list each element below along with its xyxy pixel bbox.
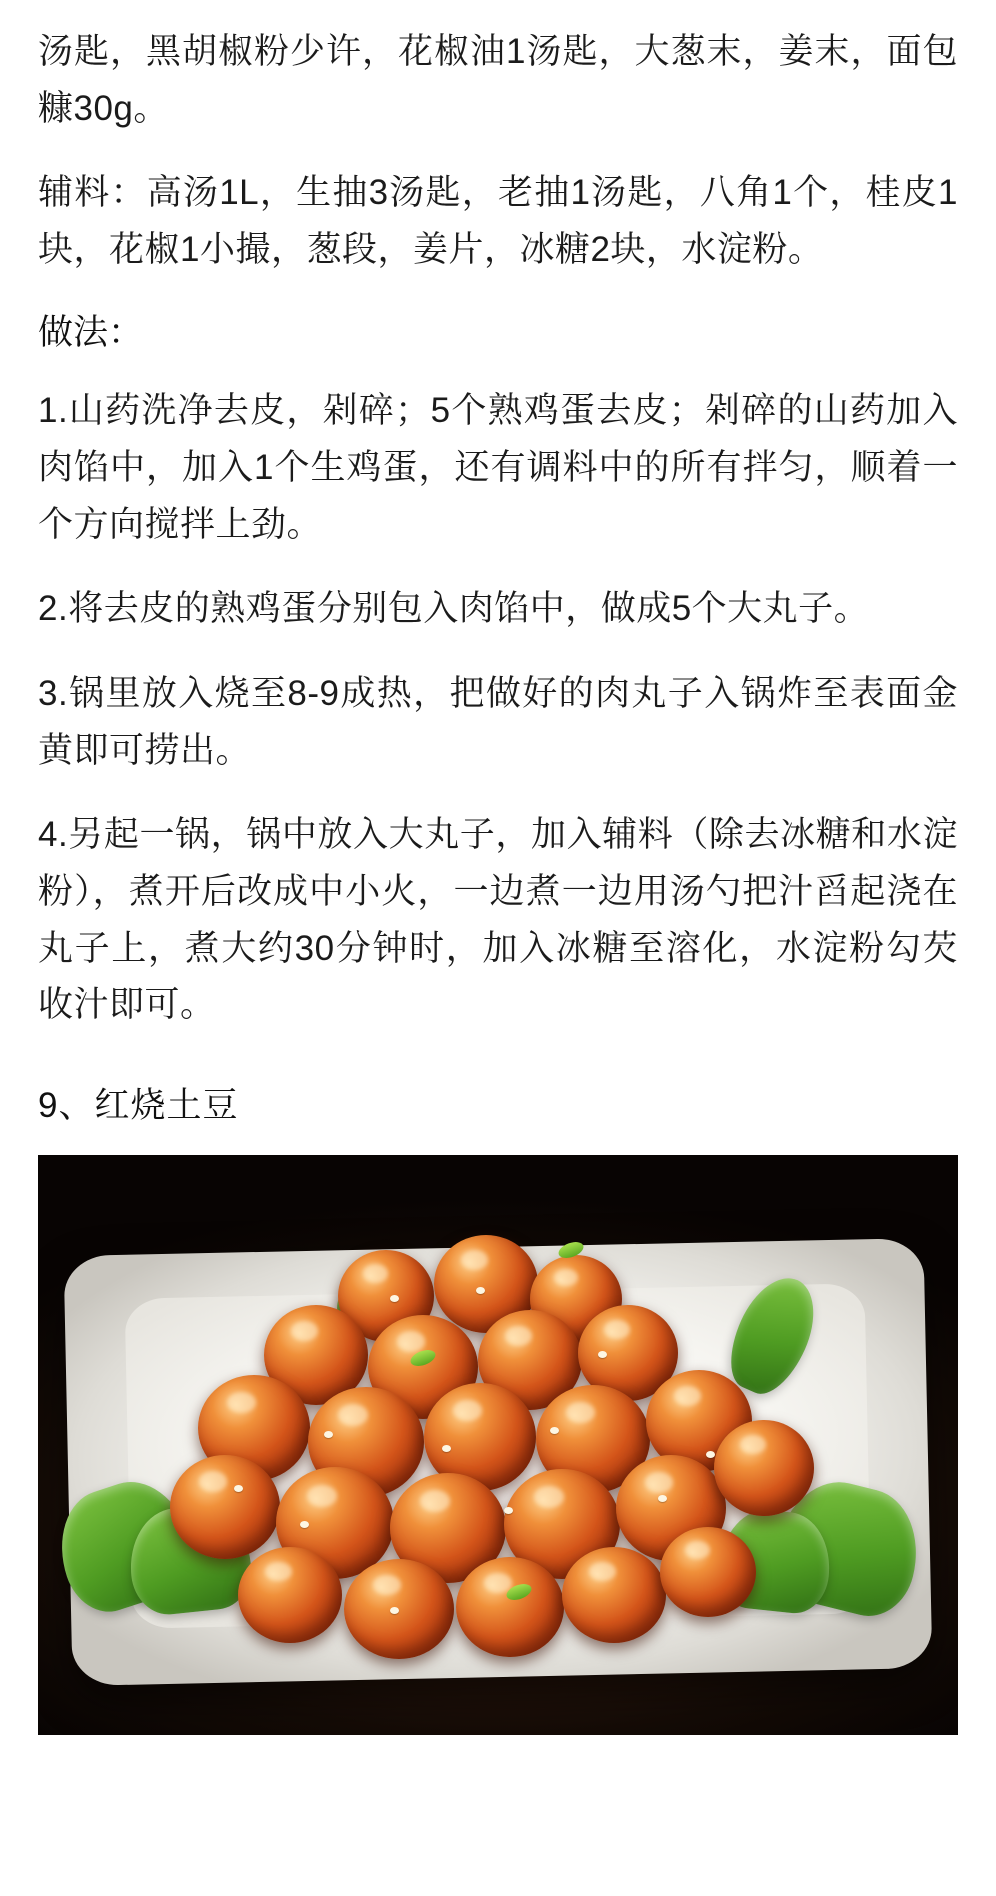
next-section-title: 9、红烧土豆 — [38, 1086, 239, 1126]
sesame-seed — [390, 1295, 399, 1302]
sesame-seed — [442, 1445, 451, 1452]
method-step-2: 2.将去皮的熟鸡蛋分别包入肉馅中，做成5个大丸子。 — [38, 589, 870, 629]
potato-ball — [238, 1547, 342, 1643]
sesame-seed — [300, 1521, 309, 1528]
sesame-seed — [550, 1427, 559, 1434]
sesame-seed — [658, 1495, 667, 1502]
method-step-3: 3.锅里放入烧至8-9成热，把做好的肉丸子入锅炸至表面金黄即可捞出。 — [38, 674, 958, 770]
sesame-seed — [234, 1485, 243, 1492]
potato-ball — [562, 1547, 666, 1643]
potato-ball — [714, 1420, 814, 1516]
sesame-seed — [476, 1287, 485, 1294]
potato-ball — [660, 1527, 756, 1617]
method-label: 做法： — [38, 312, 144, 352]
method-step-1: 1.山药洗净去皮，剁碎；5个熟鸡蛋去皮；剁碎的山药加入肉馅中，加入1个生鸡蛋，还有调料中的所有拌匀，顺着一个方向搅拌上劲。 — [38, 391, 958, 544]
sesame-seed — [390, 1607, 399, 1614]
seasonings-paragraph: 辅料：高汤1L，生抽3汤匙，老抽1汤匙，八角1个，桂皮1块，花椒1小撮，葱段，姜片，冰糖2块，水淀粉。 — [38, 173, 958, 270]
ingredients-continued-paragraph: 汤匙，黑胡椒粉少许，花椒油1汤匙，大葱末，姜末，面包糠30g。 — [38, 32, 958, 128]
sesame-seed — [598, 1351, 607, 1358]
potato-ball — [456, 1557, 564, 1657]
sesame-seed — [324, 1431, 333, 1438]
method-step-4: 4.另起一锅，锅中放入大丸子，加入辅料（除去冰糖和水淀粉），煮开后改成中小火，一边煮一边用汤勺把汁舀起浇在丸子上，煮大约30分钟时，加入冰糖至溶化，水淀粉勾芡收汁即可。 — [38, 815, 958, 1025]
dish-photo — [38, 1155, 958, 1735]
potato-ball — [170, 1455, 280, 1559]
sesame-seed — [504, 1507, 513, 1514]
potato-ball — [344, 1559, 454, 1659]
sesame-seed — [706, 1451, 715, 1458]
dish-photo-container — [38, 1155, 958, 1735]
